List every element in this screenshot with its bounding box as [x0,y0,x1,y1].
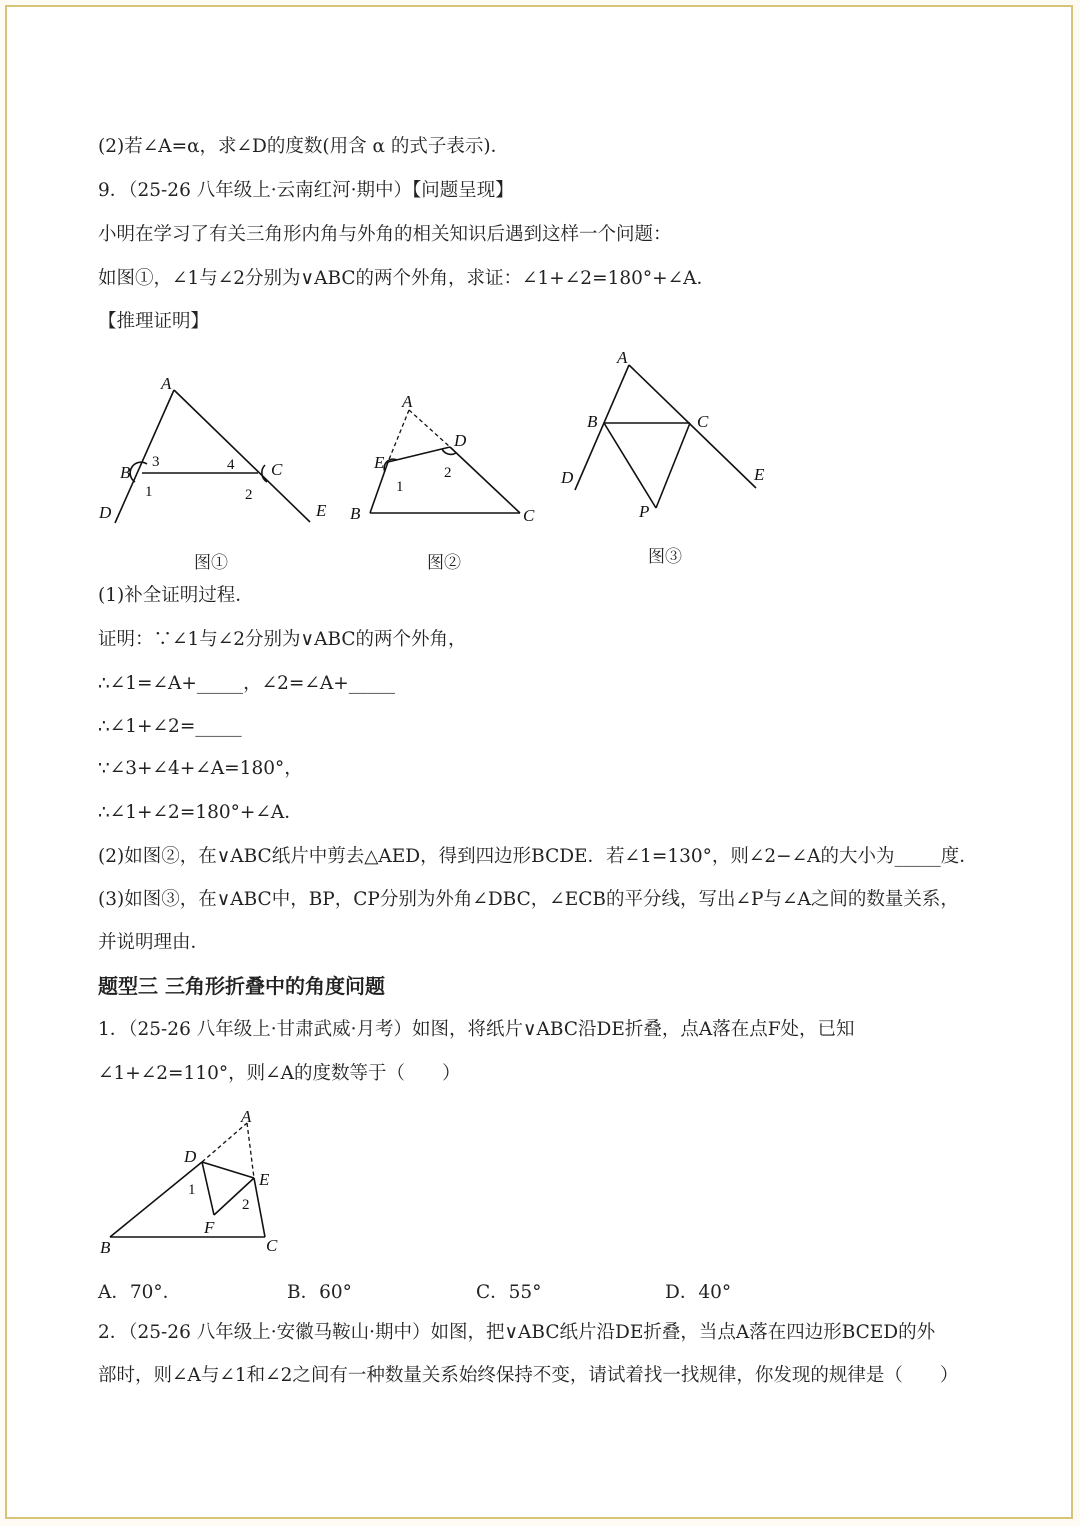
proof-line-1: 证明：∵∠1与∠2分别为∨ABC的两个外角， [98,629,467,650]
fig1-label-B: B [120,463,131,482]
fig4-label-B: B [100,1238,111,1257]
option-a: A．70°． [98,1282,182,1303]
proof-line-5: ∴∠1+∠2=180°+∠A． [98,802,303,823]
question-8-part-2: (2)若∠A=α，求∠D的度数(用含 α 的式子表示)． [98,136,510,157]
fig3-label-E: E [754,465,765,484]
option-b: B．60° [287,1282,352,1303]
fig4-label-D: D [184,1147,197,1166]
fig3-segment-CP [656,423,690,508]
fig4-angle-1: 1 [188,1182,196,1198]
fig4-label-C: C [266,1236,278,1255]
figure-4 [95,1100,315,1265]
fold-question-1-cont: ∠1+∠2=110°，则∠A的度数等于（ ） [98,1063,461,1084]
fig4-segment-DF [202,1162,214,1215]
fig4-segment-DE [202,1162,254,1178]
fig1-angle-4: 4 [227,457,235,473]
fig1-label-E: E [316,501,327,520]
part-2-question: (2)如图②，在∨ABC纸片中剪去△AED，得到四边形BCDE．若∠1=130°，则∠2−∠A的大小为_____度． [98,846,978,867]
question-9-header: 9．（25-26 八年级上·云南红河·期中）【问题呈现】 [98,180,514,201]
fig2-label-E: E [374,453,385,472]
caption-fig2: 图② [427,553,461,573]
fig2-angle-2: 2 [444,465,452,481]
fold-question-2-cont: 部时，则∠A与∠1和∠2之间有一种数量关系始终保持不变，请试着找一找规律，你发现的规律是（ ） [98,1365,959,1386]
fig3-line-AE [629,365,756,488]
part-3-question-cont: 并说明理由． [98,932,210,953]
fig4-label-E: E [259,1170,270,1189]
option-d: D．40° [665,1282,732,1303]
fig4-segment-BD [110,1162,202,1237]
fig2-label-B: B [350,504,361,523]
option-c: C．55° [476,1282,542,1303]
proof-line-4: ∵∠3+∠4+∠A=180°， [98,758,303,779]
fig3-label-C: C [697,412,709,431]
fig4-dashed-AE [247,1123,254,1178]
fold-question-2: 2．（25-26 八年级上·安徽马鞍山·期中）如图，把∨ABC纸片沿DE折叠，当点A落在四边形BCED的外 [98,1322,936,1343]
question-9-statement: 如图①，∠1与∠2分别为∨ABC的两个外角，求证：∠1+∠2=180°+∠A． [98,268,716,289]
fig1-line-AE [174,390,310,522]
fig1-angle-arc-1 [130,462,147,482]
fig1-angle-3: 3 [152,454,160,470]
proof-line-2: ∴∠1=∠A+_____，∠2=∠A+_____ [98,673,396,694]
proof-line-3: ∴∠1+∠2=_____ [98,716,242,737]
fig3-segment-BP [604,423,656,508]
fig3-label-B: B [587,412,598,431]
fig3-label-A: A [617,348,628,367]
fig1-label-A: A [161,374,172,393]
fig1-angle-2: 2 [245,487,253,503]
fig1-label-D: D [99,503,112,522]
fig2-label-C: C [523,506,535,525]
fig2-label-D: D [454,431,467,450]
fig3-line-AD [575,365,629,490]
fig2-angle-1: 1 [396,479,404,495]
question-9-intro: 小明在学习了有关三角形内角与外角的相关知识后遇到这样一个问题： [98,224,672,245]
part-3-question: (3)如图③，在∨ABC中，BP，CP分别为外角∠DBC，∠ECB的平分线，写出∠P与∠A之间的数量关系， [98,889,959,910]
fig1-line-AD [115,390,174,523]
fig2-label-A: A [402,392,413,411]
figure-3 [555,345,780,525]
fig3-label-D: D [561,468,574,487]
fig4-angle-2: 2 [242,1197,250,1213]
reasoning-proof-label: 【推理证明】 [98,311,210,332]
fig2-segment-ED [388,447,450,462]
figure-1 [95,370,345,530]
section-heading: 题型三 三角形折叠中的角度问题 [98,974,385,998]
caption-fig3: 图③ [648,547,682,567]
figure-2 [345,390,545,530]
part-1-instruction: (1)补全证明过程． [98,585,254,606]
fig1-angle-1: 1 [145,484,153,500]
fig1-label-C: C [271,460,283,479]
fig4-label-F: F [204,1218,215,1237]
fig3-label-P: P [639,502,650,521]
fig2-dashed-AE [388,410,409,462]
fig4-label-A: A [241,1107,252,1126]
fig4-dashed-DA [202,1123,247,1162]
caption-fig1: 图① [194,553,228,573]
fig2-dashed-AD [409,410,450,447]
fig2-segment-DC [450,447,520,513]
fold-question-1: 1．（25-26 八年级上·甘肃武威·月考）如图，将纸片∨ABC沿DE折叠，点A落在点F处，已知 [98,1019,855,1040]
